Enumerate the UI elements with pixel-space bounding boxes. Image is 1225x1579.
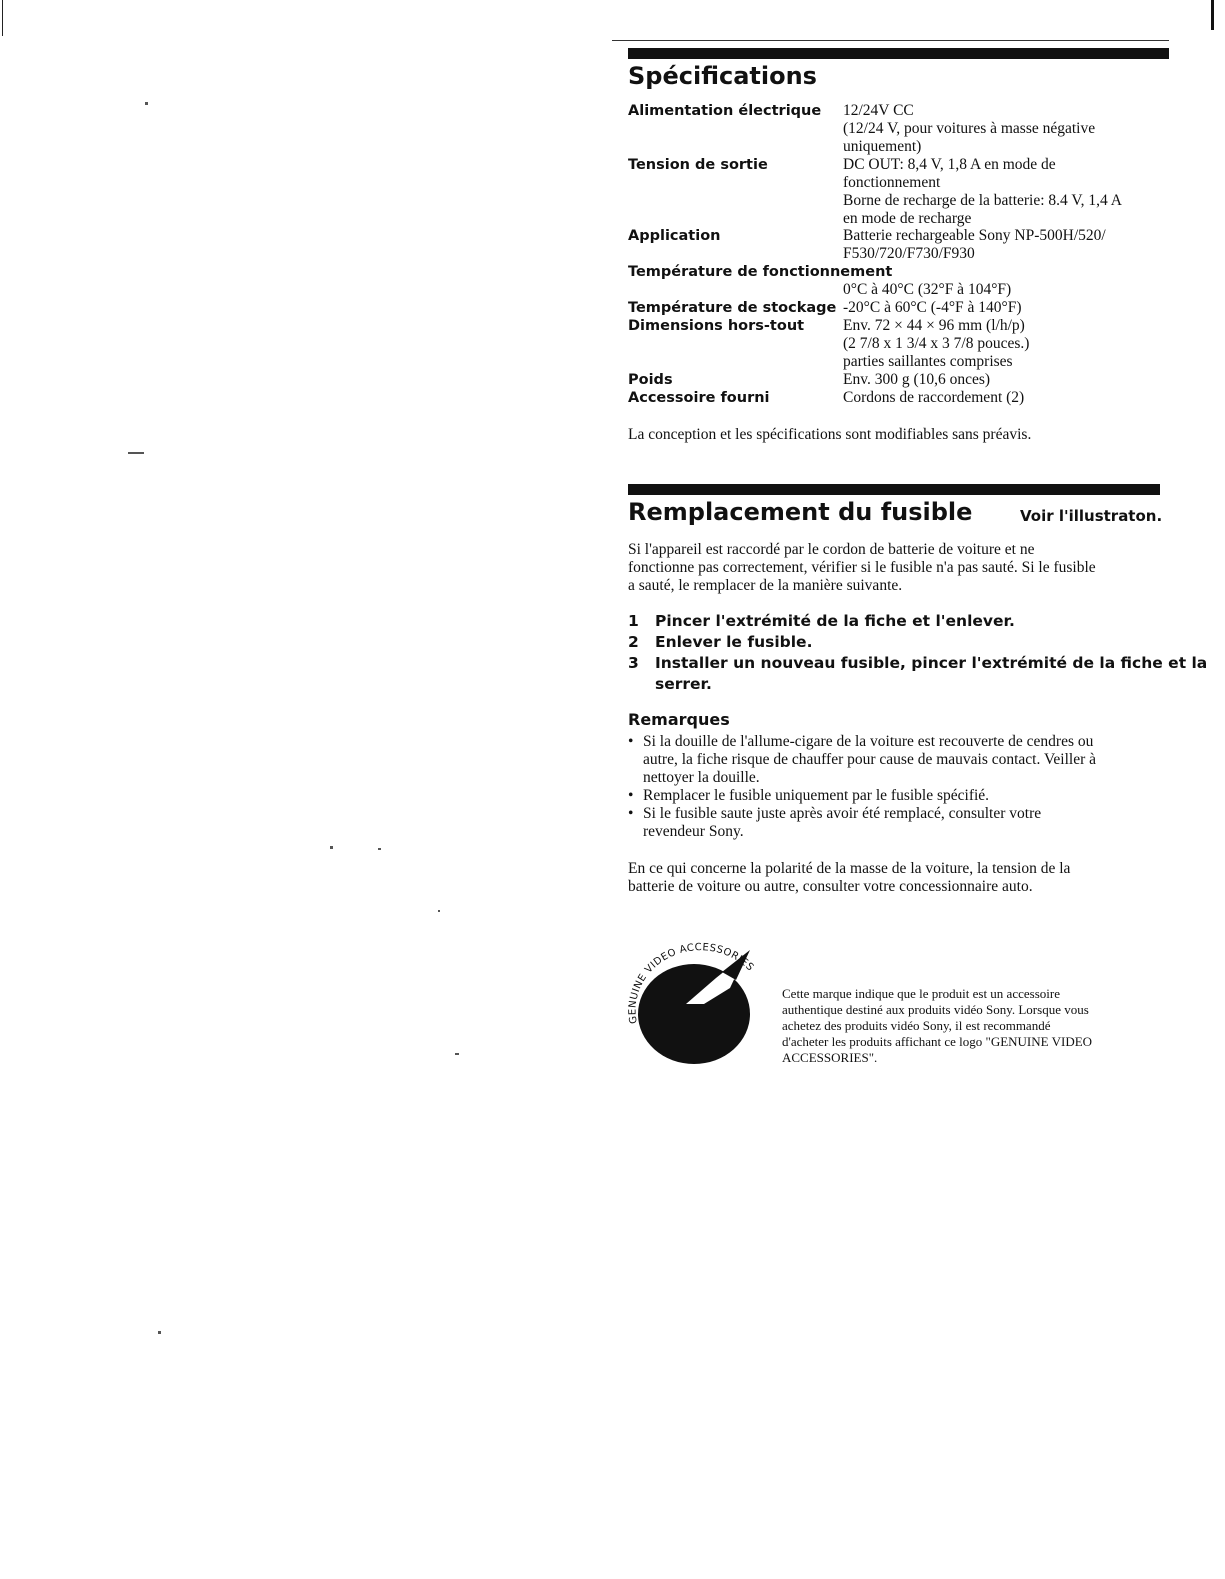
spec-value-line: 12/24V CC xyxy=(843,102,914,119)
scan-speck xyxy=(128,452,144,454)
spec-value-line: (2 7/8 x 1 3/4 x 3 7/8 pouces.) xyxy=(843,335,1030,352)
spec-label: Température de fonctionnement xyxy=(628,264,893,280)
step-text-line: Enlever le fusible. xyxy=(655,633,813,651)
genuine-video-accessories-logo xyxy=(618,932,768,1067)
spec-value xyxy=(843,156,1163,228)
remark-text-line: revendeur Sony. xyxy=(643,823,744,840)
spec-value-line: Env. 300 g (10,6 onces) xyxy=(843,371,991,388)
spec-label: Dimensions hors-tout xyxy=(628,318,805,334)
remarks-title: Remarques xyxy=(628,710,730,729)
logo-ring-text: GENUINE VIDEO ACCESSORIES xyxy=(627,942,756,1025)
spec-value-line: 0°C à 40°C (32°F à 104°F) xyxy=(843,281,1012,298)
step-text-line: Pincer l'extrémité de la fiche et l'enlever. xyxy=(655,612,1015,630)
spec-value-line: DC OUT: 8,4 V, 1,8 A en mode de xyxy=(843,156,1056,173)
scan-edge-line xyxy=(2,0,3,36)
remarks-list xyxy=(628,733,1168,841)
spec-value-line: uniquement) xyxy=(843,138,922,155)
fuse-steps-list xyxy=(628,611,1208,695)
spec-value xyxy=(843,102,1163,156)
step-number: 2 xyxy=(628,633,639,651)
spec-label: Température de stockage xyxy=(628,300,837,316)
remark-item xyxy=(628,805,1168,841)
scan-speck xyxy=(455,1053,459,1055)
scan-speck xyxy=(158,1331,161,1334)
spec-label: Application xyxy=(628,228,721,244)
spec-value xyxy=(843,299,1163,317)
section-bar-specifications xyxy=(628,48,1169,59)
spec-value-line: (12/24 V, pour voitures à masse négative xyxy=(843,120,1096,137)
paragraph-line: a sauté, le remplacer de la manière suivante. xyxy=(628,577,903,594)
step-item xyxy=(628,611,1168,632)
polarity-paragraph xyxy=(628,860,1158,896)
spec-value xyxy=(843,281,1163,299)
scan-speck xyxy=(145,102,148,105)
scan-edge-mark xyxy=(1211,0,1214,30)
paragraph-line: batterie de voiture ou autre, consulter votre concessionnaire auto. xyxy=(628,878,1033,895)
remark-text-line: Si le fusible saute juste après avoir été remplacé, consulter votre xyxy=(643,805,1042,822)
fuse-intro-paragraph xyxy=(628,541,1158,595)
top-rule-thin xyxy=(612,40,1169,41)
spec-value-line: F530/720/F730/F930 xyxy=(843,245,975,262)
spec-value-line: Borne de recharge de la batterie: 8.4 V, 1,4 A xyxy=(843,192,1122,209)
paragraph-line: Si l'appareil est raccordé par le cordon de batterie de voiture et ne xyxy=(628,541,1035,558)
specifications-note: La conception et les spécifications sont modifiables sans préavis. xyxy=(628,426,1032,443)
paragraph-line: En ce qui concerne la polarité de la masse de la voiture, la tension de la xyxy=(628,860,1071,877)
remark-text-line: nettoyer la douille. xyxy=(643,769,760,786)
spec-value-line: Env. 72 × 44 × 96 mm (l/h/p) xyxy=(843,317,1025,334)
logo-description-line: Cette marque indique que le produit est un accessoire xyxy=(782,986,1060,1001)
remark-item xyxy=(628,787,1168,805)
spec-value-line: fonctionnement xyxy=(843,174,941,191)
specifications-title: Spécifications xyxy=(628,62,817,90)
remark-text-line: Si la douille de l'allume-cigare de la voiture est recouverte de cendres ou xyxy=(643,733,1094,750)
step-item xyxy=(628,653,1208,695)
scan-speck xyxy=(438,910,440,912)
bullet-dot-icon: • xyxy=(628,733,634,750)
spec-value-line: parties saillantes comprises xyxy=(843,353,1013,370)
step-number: 3 xyxy=(628,654,639,672)
spec-label: Accessoire fourni xyxy=(628,390,770,406)
step-item xyxy=(628,632,1168,653)
spec-value xyxy=(843,227,1163,263)
logo-description-line: ACCESSORIES". xyxy=(782,1050,878,1065)
remark-text-line: Remplacer le fusible uniquement par le fusible spécifié. xyxy=(643,787,990,804)
bullet-dot-icon: • xyxy=(628,787,634,804)
step-text-line: Installer un nouveau fusible, pincer l'extrémité de la fiche et la xyxy=(655,654,1208,672)
fuse-section-title: Remplacement du fusible xyxy=(628,498,973,526)
spec-value-line: en mode de recharge xyxy=(843,210,972,227)
section-bar-fuse xyxy=(628,484,1160,495)
logo-description-line: achetez des produits vidéo Sony, il est recommandé xyxy=(782,1018,1051,1033)
spec-label: Alimentation électrique xyxy=(628,103,822,119)
paragraph-line: fonctionne pas correctement, vérifier si le fusible n'a pas sauté. Si le fusible xyxy=(628,559,1096,576)
bullet-dot-icon: • xyxy=(628,805,634,822)
step-number: 1 xyxy=(628,612,639,630)
spec-value xyxy=(843,317,1163,371)
fuse-section-subtitle: Voir l'illustraton. xyxy=(1020,507,1163,525)
remark-text-line: autre, la fiche risque de chauffer pour cause de mauvais contact. Veiller à xyxy=(643,751,1097,768)
logo-description-line: authentique destiné aux produits vidéo Sony. Lorsque vous xyxy=(782,1002,1089,1017)
spec-value-line: Batterie rechargeable Sony NP-500H/520/ xyxy=(843,227,1106,244)
spec-label: Tension de sortie xyxy=(628,157,768,173)
logo-description xyxy=(782,986,1162,1066)
scan-speck xyxy=(378,848,381,850)
remark-item xyxy=(628,733,1168,787)
scan-speck xyxy=(330,846,333,849)
spec-label: Poids xyxy=(628,372,673,388)
spec-value-line: -20°C à 60°C (-4°F à 140°F) xyxy=(843,299,1022,316)
step-text-line: serrer. xyxy=(655,675,712,693)
logo-description-line: d'acheter les produits affichant ce logo "GENUINE VIDEO xyxy=(782,1034,1093,1049)
spec-value-line: Cordons de raccordement (2) xyxy=(843,389,1025,406)
spec-value xyxy=(843,371,1163,389)
spec-value xyxy=(843,389,1163,407)
